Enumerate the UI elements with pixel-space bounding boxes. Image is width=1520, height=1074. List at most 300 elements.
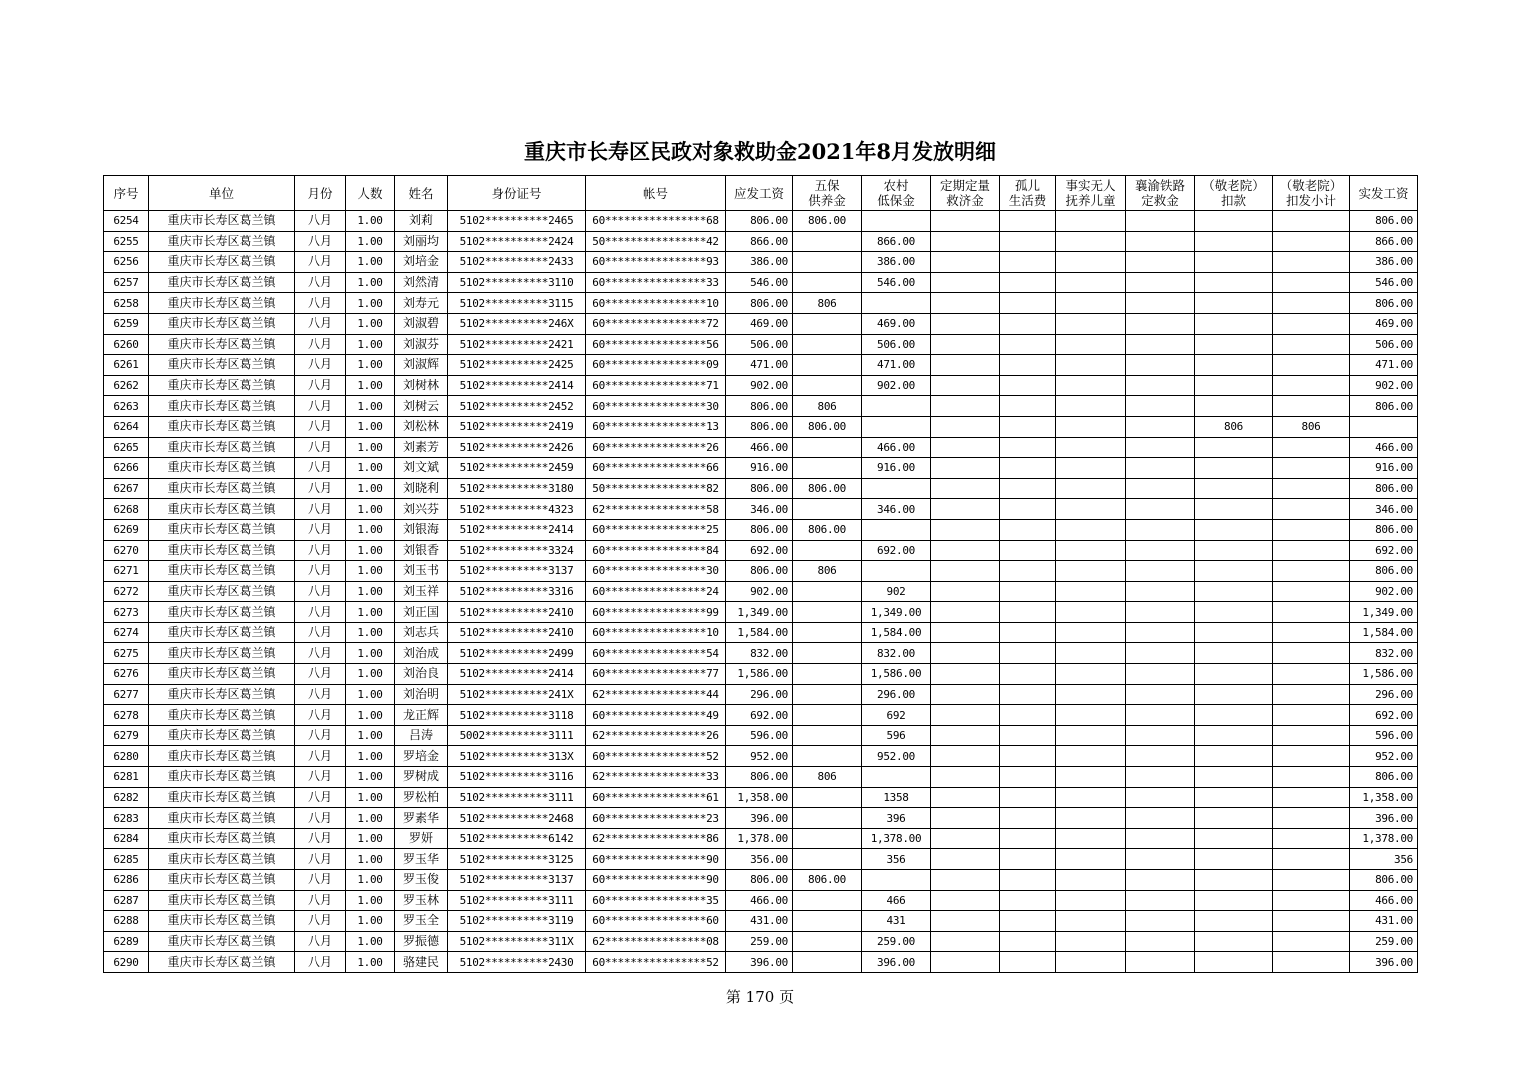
table-cell — [1056, 252, 1126, 273]
table-cell: 刘莉 — [395, 211, 448, 232]
table-cell — [1056, 375, 1126, 396]
table-cell: 5102**********311X — [448, 931, 586, 952]
table-cell — [1000, 849, 1056, 870]
table-row — [104, 416, 1418, 437]
column-header: 序号 — [104, 176, 149, 211]
table-cell: 60****************49 — [586, 705, 726, 726]
table-cell: 806.00 — [1350, 293, 1418, 314]
table-cell: 八月 — [295, 725, 346, 746]
table-cell: 1.00 — [346, 416, 395, 437]
table-cell — [862, 767, 931, 788]
table-cell — [862, 396, 931, 417]
table-cell: 重庆市长寿区葛兰镇 — [149, 767, 295, 788]
table-cell: 596 — [862, 725, 931, 746]
table-cell — [1195, 684, 1273, 705]
table-cell — [1195, 540, 1273, 561]
table-cell — [1273, 911, 1350, 932]
table-cell: 469.00 — [1350, 313, 1418, 334]
table-cell: 806.00 — [793, 211, 862, 232]
table-cell: 806.00 — [726, 767, 793, 788]
table-cell: 471.00 — [726, 355, 793, 376]
table-cell: 八月 — [295, 416, 346, 437]
table-cell — [1126, 561, 1195, 582]
table-row — [104, 767, 1418, 788]
table-cell: 60****************61 — [586, 787, 726, 808]
table-cell: 5102**********3137 — [448, 561, 586, 582]
table-cell: 重庆市长寿区葛兰镇 — [149, 602, 295, 623]
table-cell — [1195, 808, 1273, 829]
table-cell — [1195, 293, 1273, 314]
table-cell: 466.00 — [726, 437, 793, 458]
table-cell: 5102**********2425 — [448, 355, 586, 376]
table-cell — [1126, 746, 1195, 767]
table-body — [104, 211, 1418, 973]
table-cell: 八月 — [295, 313, 346, 334]
table-cell: 1.00 — [346, 396, 395, 417]
table-row — [104, 705, 1418, 726]
table-cell: 6263 — [104, 396, 149, 417]
table-cell: 重庆市长寿区葛兰镇 — [149, 664, 295, 685]
table-cell: 6279 — [104, 725, 149, 746]
table-cell — [793, 581, 862, 602]
table-cell: 八月 — [295, 478, 346, 499]
table-row — [104, 664, 1418, 685]
table-cell: 5102**********4323 — [448, 499, 586, 520]
table-cell: 1.00 — [346, 519, 395, 540]
table-cell: 1.00 — [346, 499, 395, 520]
table-cell: 八月 — [295, 643, 346, 664]
table-cell — [793, 437, 862, 458]
table-cell: 八月 — [295, 355, 346, 376]
table-cell: 八月 — [295, 499, 346, 520]
table-cell: 1,584.00 — [862, 622, 931, 643]
table-cell: 806.00 — [1350, 767, 1418, 788]
table-cell — [931, 705, 1000, 726]
table-cell — [1273, 870, 1350, 891]
table-cell: 806.00 — [726, 211, 793, 232]
table-row — [104, 272, 1418, 293]
table-cell — [931, 911, 1000, 932]
table-cell: 重庆市长寿区葛兰镇 — [149, 334, 295, 355]
table-cell: 刘寿元 — [395, 293, 448, 314]
table-cell — [931, 581, 1000, 602]
table-cell: 重庆市长寿区葛兰镇 — [149, 478, 295, 499]
table-cell — [793, 664, 862, 685]
table-cell: 刘树林 — [395, 375, 448, 396]
table-row — [104, 293, 1418, 314]
table-cell: 60****************84 — [586, 540, 726, 561]
table-row — [104, 870, 1418, 891]
table-cell: 八月 — [295, 911, 346, 932]
table-row — [104, 375, 1418, 396]
table-cell: 296.00 — [862, 684, 931, 705]
table-cell: 5102**********2468 — [448, 808, 586, 829]
table-cell: 八月 — [295, 828, 346, 849]
table-cell: 431.00 — [726, 911, 793, 932]
table-cell: 重庆市长寿区葛兰镇 — [149, 561, 295, 582]
table-cell: 6257 — [104, 272, 149, 293]
table-cell: 八月 — [295, 375, 346, 396]
table-cell — [1000, 231, 1056, 252]
table-cell — [1273, 705, 1350, 726]
table-cell: 916.00 — [1350, 458, 1418, 479]
table-cell: 6284 — [104, 828, 149, 849]
table-cell: 806.00 — [793, 870, 862, 891]
table-cell — [931, 458, 1000, 479]
table-cell: 5102**********3324 — [448, 540, 586, 561]
table-cell: 1,358.00 — [726, 787, 793, 808]
table-cell: 60****************24 — [586, 581, 726, 602]
table-cell — [1056, 931, 1126, 952]
table-cell: 6264 — [104, 416, 149, 437]
table-cell — [1000, 952, 1056, 973]
table-cell — [793, 952, 862, 973]
table-cell — [931, 334, 1000, 355]
table-cell — [1126, 293, 1195, 314]
table-cell: 罗振德 — [395, 931, 448, 952]
table-cell: 5102**********2414 — [448, 375, 586, 396]
table-cell — [1273, 293, 1350, 314]
table-cell: 546.00 — [1350, 272, 1418, 293]
table-cell: 832.00 — [862, 643, 931, 664]
table-cell: 806.00 — [726, 478, 793, 499]
column-header: 应发工资 — [726, 176, 793, 211]
table-cell: 5102**********3316 — [448, 581, 586, 602]
table-cell: 1.00 — [346, 911, 395, 932]
table-cell — [1056, 705, 1126, 726]
table-cell: 60****************56 — [586, 334, 726, 355]
table-cell — [1056, 272, 1126, 293]
table-cell: 5102**********3180 — [448, 478, 586, 499]
table-row — [104, 746, 1418, 767]
table-cell: 重庆市长寿区葛兰镇 — [149, 725, 295, 746]
table-cell: 1.00 — [346, 355, 395, 376]
table-cell: 重庆市长寿区葛兰镇 — [149, 931, 295, 952]
table-cell — [793, 911, 862, 932]
table-cell: 八月 — [295, 931, 346, 952]
table-row — [104, 787, 1418, 808]
table-cell — [1000, 911, 1056, 932]
table-cell: 596.00 — [1350, 725, 1418, 746]
table-cell — [793, 643, 862, 664]
table-cell — [793, 849, 862, 870]
table-cell — [1273, 355, 1350, 376]
table-cell — [1126, 437, 1195, 458]
table-cell: 5102**********2414 — [448, 519, 586, 540]
table-cell — [1195, 746, 1273, 767]
table-cell: 466 — [862, 890, 931, 911]
table-cell — [1273, 787, 1350, 808]
table-cell: 806.00 — [793, 478, 862, 499]
table-cell — [931, 416, 1000, 437]
table-row — [104, 911, 1418, 932]
table-cell: 6268 — [104, 499, 149, 520]
table-cell — [1350, 416, 1418, 437]
table-cell: 259.00 — [1350, 931, 1418, 952]
table-cell: 5102**********2433 — [448, 252, 586, 273]
table-cell: 重庆市长寿区葛兰镇 — [149, 911, 295, 932]
table-cell — [1195, 252, 1273, 273]
table-cell: 1.00 — [346, 211, 395, 232]
table-cell: 1,349.00 — [726, 602, 793, 623]
table-cell — [1195, 355, 1273, 376]
table-row — [104, 313, 1418, 334]
table-cell: 1.00 — [346, 478, 395, 499]
table-cell — [1126, 643, 1195, 664]
table-cell — [862, 561, 931, 582]
column-header: 月份 — [295, 176, 346, 211]
table-cell: 60****************72 — [586, 313, 726, 334]
table-cell: 806.00 — [726, 519, 793, 540]
table-cell — [793, 725, 862, 746]
column-header: （敬老院） 扣发小计 — [1273, 176, 1350, 211]
table-cell — [1126, 808, 1195, 829]
table-cell — [1126, 725, 1195, 746]
table-cell: 60****************90 — [586, 870, 726, 891]
table-cell — [862, 211, 931, 232]
table-cell — [1000, 664, 1056, 685]
table-cell: 356 — [862, 849, 931, 870]
table-cell — [1000, 252, 1056, 273]
table-cell — [862, 870, 931, 891]
table-cell: 60****************54 — [586, 643, 726, 664]
table-cell — [1195, 911, 1273, 932]
table-cell — [1195, 458, 1273, 479]
table-cell — [1056, 478, 1126, 499]
table-cell: 重庆市长寿区葛兰镇 — [149, 643, 295, 664]
table-cell — [1056, 519, 1126, 540]
table-cell: 刘松林 — [395, 416, 448, 437]
table-cell: 346.00 — [862, 499, 931, 520]
table-cell: 1.00 — [346, 890, 395, 911]
table-cell — [931, 211, 1000, 232]
table-cell — [1126, 375, 1195, 396]
table-cell: 1,349.00 — [862, 602, 931, 623]
table-cell — [1195, 870, 1273, 891]
table-cell: 60****************26 — [586, 437, 726, 458]
table-cell: 806.00 — [726, 396, 793, 417]
table-cell: 60****************66 — [586, 458, 726, 479]
table-cell: 1.00 — [346, 375, 395, 396]
table-cell: 八月 — [295, 808, 346, 829]
table-cell: 60****************23 — [586, 808, 726, 829]
table-cell: 八月 — [295, 293, 346, 314]
table-cell: 902.00 — [726, 375, 793, 396]
table-cell — [1195, 231, 1273, 252]
table-cell — [793, 334, 862, 355]
table-cell — [1000, 746, 1056, 767]
table-cell: 506.00 — [726, 334, 793, 355]
table-cell: 6262 — [104, 375, 149, 396]
table-cell — [931, 808, 1000, 829]
table-cell: 60****************52 — [586, 746, 726, 767]
table-row — [104, 396, 1418, 417]
table-cell: 916.00 — [862, 458, 931, 479]
table-row — [104, 334, 1418, 355]
table-cell: 刘治明 — [395, 684, 448, 705]
table-cell — [1000, 355, 1056, 376]
table-cell: 刘淑芬 — [395, 334, 448, 355]
table-cell: 60****************60 — [586, 911, 726, 932]
table-cell — [793, 458, 862, 479]
table-cell — [793, 705, 862, 726]
table-cell — [1273, 396, 1350, 417]
table-cell: 5102**********2421 — [448, 334, 586, 355]
table-cell: 刘治成 — [395, 643, 448, 664]
table-cell: 259.00 — [862, 931, 931, 952]
table-cell — [931, 499, 1000, 520]
table-cell: 396.00 — [726, 808, 793, 829]
table-cell: 62****************44 — [586, 684, 726, 705]
table-cell — [931, 313, 1000, 334]
table-cell: 八月 — [295, 252, 346, 273]
table-cell — [1126, 334, 1195, 355]
table-cell — [1000, 375, 1056, 396]
table-cell: 1.00 — [346, 293, 395, 314]
table-cell: 重庆市长寿区葛兰镇 — [149, 870, 295, 891]
table-cell — [931, 478, 1000, 499]
table-cell: 902 — [862, 581, 931, 602]
table-cell — [1000, 437, 1056, 458]
table-cell — [1000, 561, 1056, 582]
table-cell: 466.00 — [1350, 890, 1418, 911]
table-cell: 1,358.00 — [1350, 787, 1418, 808]
table-cell — [1273, 499, 1350, 520]
table-cell — [1195, 952, 1273, 973]
table-cell — [931, 519, 1000, 540]
table-cell: 八月 — [295, 561, 346, 582]
table-cell — [1000, 705, 1056, 726]
table-cell: 902.00 — [862, 375, 931, 396]
table-cell — [1126, 705, 1195, 726]
table-cell: 5102**********3111 — [448, 787, 586, 808]
table-row — [104, 828, 1418, 849]
table-cell: 重庆市长寿区葛兰镇 — [149, 293, 295, 314]
table-cell — [1056, 313, 1126, 334]
table-cell: 6287 — [104, 890, 149, 911]
table-cell: 5102**********2414 — [448, 664, 586, 685]
table-cell — [1273, 767, 1350, 788]
table-cell: 重庆市长寿区葛兰镇 — [149, 416, 295, 437]
table-cell — [793, 355, 862, 376]
table-cell: 50****************42 — [586, 231, 726, 252]
table-cell: 重庆市长寿区葛兰镇 — [149, 313, 295, 334]
table-cell — [1273, 519, 1350, 540]
table-cell — [931, 952, 1000, 973]
table-cell: 1.00 — [346, 684, 395, 705]
table-cell — [1195, 437, 1273, 458]
table-cell — [793, 602, 862, 623]
table-cell: 5102**********2430 — [448, 952, 586, 973]
table-cell: 692.00 — [1350, 540, 1418, 561]
table-cell: 5102**********2465 — [448, 211, 586, 232]
table-cell: 806 — [793, 561, 862, 582]
table-cell — [793, 890, 862, 911]
table-cell: 6277 — [104, 684, 149, 705]
table-cell: 1358 — [862, 787, 931, 808]
table-cell: 806.00 — [726, 561, 793, 582]
table-row — [104, 355, 1418, 376]
table-cell — [1195, 499, 1273, 520]
table-cell — [1195, 849, 1273, 870]
table-cell — [1056, 437, 1126, 458]
table-cell: 6256 — [104, 252, 149, 273]
table-cell — [1056, 911, 1126, 932]
table-cell — [1056, 355, 1126, 376]
table-row — [104, 437, 1418, 458]
table-cell: 八月 — [295, 952, 346, 973]
table-cell: 刘丽均 — [395, 231, 448, 252]
table-cell — [1000, 767, 1056, 788]
table-cell — [1126, 458, 1195, 479]
table-cell — [931, 931, 1000, 952]
table-cell — [1056, 952, 1126, 973]
table-cell: 八月 — [295, 890, 346, 911]
table-cell: 386.00 — [726, 252, 793, 273]
table-cell: 346.00 — [1350, 499, 1418, 520]
table-cell: 八月 — [295, 458, 346, 479]
table-cell: 60****************93 — [586, 252, 726, 273]
table-cell — [793, 231, 862, 252]
table-cell: 6274 — [104, 622, 149, 643]
table-cell: 546.00 — [862, 272, 931, 293]
table-cell: 806.00 — [793, 519, 862, 540]
table-cell — [1000, 828, 1056, 849]
table-cell: 刘然清 — [395, 272, 448, 293]
table-cell: 1.00 — [346, 870, 395, 891]
table-cell — [1195, 828, 1273, 849]
table-cell — [1056, 396, 1126, 417]
table-cell: 62****************58 — [586, 499, 726, 520]
table-cell — [1056, 540, 1126, 561]
table-cell — [862, 416, 931, 437]
column-header: 身份证号 — [448, 176, 586, 211]
table-cell — [1056, 849, 1126, 870]
table-cell: 1,378.00 — [1350, 828, 1418, 849]
table-cell: 469.00 — [862, 313, 931, 334]
table-cell — [1126, 355, 1195, 376]
table-cell — [793, 272, 862, 293]
table-cell: 罗玉俊 — [395, 870, 448, 891]
table-cell: 466.00 — [1350, 437, 1418, 458]
table-cell — [931, 767, 1000, 788]
table-row — [104, 458, 1418, 479]
table-cell: 1,584.00 — [726, 622, 793, 643]
table-cell: 1.00 — [346, 828, 395, 849]
table-cell: 902.00 — [1350, 375, 1418, 396]
table-cell — [1126, 519, 1195, 540]
table-cell — [1273, 272, 1350, 293]
table-cell — [1000, 499, 1056, 520]
table-cell: 806 — [793, 767, 862, 788]
table-cell — [1000, 725, 1056, 746]
table-cell — [931, 664, 1000, 685]
table-cell: 刘淑碧 — [395, 313, 448, 334]
table-cell: 6283 — [104, 808, 149, 829]
table-row — [104, 519, 1418, 540]
table-cell: 60****************68 — [586, 211, 726, 232]
table-cell — [1000, 581, 1056, 602]
table-cell — [1195, 478, 1273, 499]
table-cell — [1126, 499, 1195, 520]
table-row — [104, 808, 1418, 829]
table-cell — [1126, 870, 1195, 891]
column-header: 帐号 — [586, 176, 726, 211]
table-cell: 916.00 — [726, 458, 793, 479]
table-cell: 62****************86 — [586, 828, 726, 849]
table-cell — [1126, 849, 1195, 870]
table-cell — [931, 622, 1000, 643]
